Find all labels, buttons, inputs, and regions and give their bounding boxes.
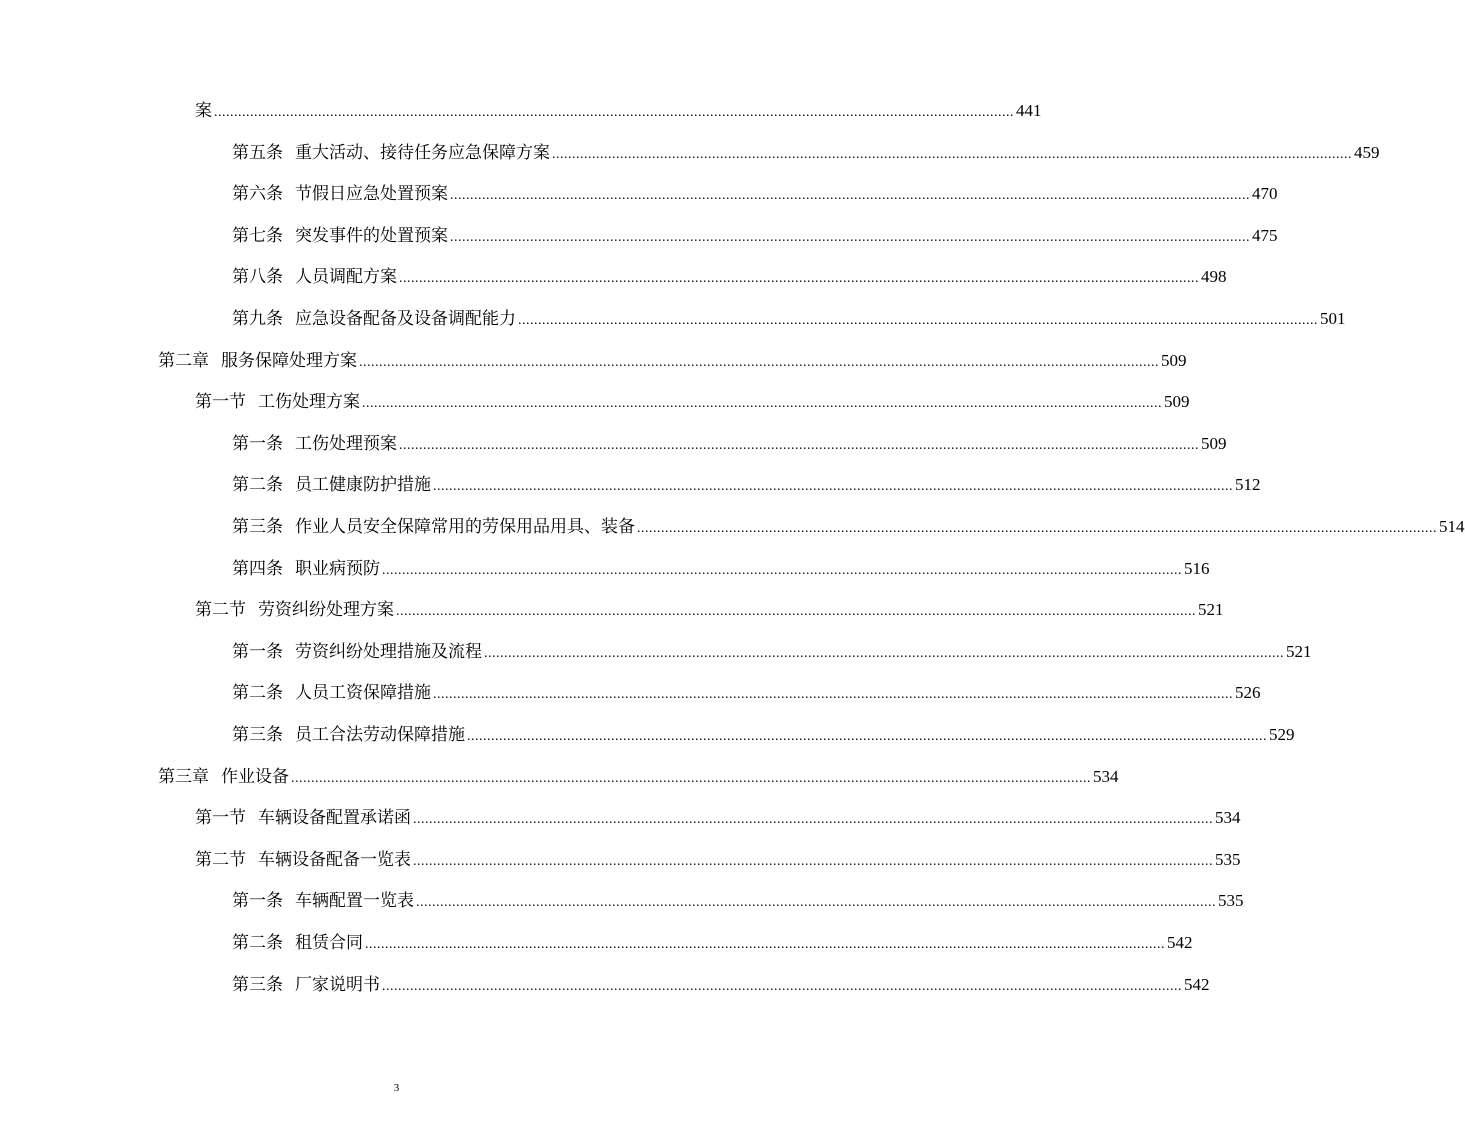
toc-entry-label [232,181,448,207]
toc-entry-page: 514 [1439,517,1465,536]
toc-entry-number: 第四条 [232,559,283,579]
toc-entry[interactable] [232,972,1210,998]
toc-entry[interactable] [195,597,1224,623]
dot-leader: ........................................................................................................................................................................................................ [518,313,1318,328]
toc-entry-number: 第五条 [232,143,283,163]
toc-entry-page: 475 [1252,226,1278,245]
toc-entry-page: 516 [1184,559,1210,578]
toc-entry-label [158,764,289,790]
toc-entry-title: 重大活动、接待任务应急保障方案 [295,143,550,163]
toc-entry-page: 501 [1320,309,1346,328]
toc-entry-page: 521 [1198,600,1224,619]
toc-entry-number: 第二条 [232,933,283,953]
toc-entry[interactable] [232,264,1227,290]
toc-entry[interactable] [195,389,1190,415]
toc-entry[interactable] [232,930,1193,956]
toc-entry-page: 512 [1235,475,1261,494]
toc-entry[interactable] [195,98,1042,124]
toc-entry-label [232,472,431,498]
dot-leader: ........................................................................................................................................................................................................ [484,646,1284,661]
dot-leader: ........................................................................................................................................................................................................ [291,771,1091,786]
toc-entry-label [158,348,357,374]
toc-entry-title: 车辆设备配置承诺函 [258,808,411,828]
dot-leader: ........................................................................................................................................................................................................ [433,479,1233,494]
toc-entry-title: 厂家说明书 [295,975,380,995]
toc-entry-title: 劳资纠纷处理措施及流程 [295,642,482,662]
toc-entry-page: 529 [1269,725,1295,744]
toc-entry-number: 第三章 [158,767,209,787]
toc-entry-page: 542 [1184,975,1210,994]
dot-leader: ........................................................................................................................................................................................................ [413,812,1213,827]
toc-entry-title: 员工健康防护措施 [295,475,431,495]
toc-entry-page: 535 [1218,891,1244,910]
toc-entry-page: 509 [1164,392,1190,411]
toc-entry-label [232,722,465,748]
toc-entry-label [232,888,414,914]
toc-entry-page: 534 [1093,767,1119,786]
toc-entry-label [232,140,550,166]
toc-entry-page: 509 [1161,351,1187,370]
toc-entry-number: 第七条 [232,226,283,246]
toc-entry[interactable] [195,847,1241,873]
toc-entry-title: 车辆配置一览表 [295,891,414,911]
toc-entry-label [232,680,431,706]
toc-entry-page: 521 [1286,642,1312,661]
toc-entry-label [232,556,380,582]
toc-entry[interactable] [232,722,1295,748]
dot-leader: ........................................................................................................................................................................................................ [637,521,1437,536]
toc-entry-number: 第一条 [232,891,283,911]
toc-entry-page: 509 [1201,434,1227,453]
toc-entry[interactable] [232,140,1380,166]
toc-entry-title: 人员工资保障措施 [295,683,431,703]
toc-entry[interactable] [232,680,1261,706]
toc-entry-label [232,639,482,665]
toc-entry-title: 车辆设备配备一览表 [258,850,411,870]
toc-entry-number: 第二章 [158,351,209,371]
toc-entry-label [232,972,380,998]
toc-entry-number: 第二节 [195,850,246,870]
dot-leader: ........................................................................................................................................................................................................ [362,396,1162,411]
toc-entry-page: 526 [1235,683,1261,702]
toc-entry-page: 470 [1252,184,1278,203]
toc-entry-label [232,223,448,249]
toc-entry-label [195,98,212,124]
toc-entry-number: 第二条 [232,683,283,703]
toc-entry-number: 第三条 [232,725,283,745]
dot-leader: ........................................................................................................................................................................................................ [359,355,1159,370]
toc-entry-label [195,847,411,873]
dot-leader: ........................................................................................................................................................................................................ [382,563,1182,578]
toc-entry[interactable] [232,639,1312,665]
toc-entry-title: 租赁合同 [295,933,363,953]
toc-entry-label [195,805,411,831]
toc-entry-number: 第一条 [232,434,283,454]
dot-leader: ........................................................................................................................................................................................................ [399,438,1199,453]
toc-entry-number: 第三条 [232,975,283,995]
toc-entry[interactable] [232,431,1227,457]
toc-entry[interactable] [232,472,1261,498]
toc-entry-title: 案 [195,101,212,121]
toc-entry[interactable] [158,764,1119,790]
dot-leader: ........................................................................................................................................................................................................ [365,937,1165,952]
toc-entry[interactable] [232,181,1278,207]
toc-entry-title: 工伤处理方案 [258,392,360,412]
toc-entry-page: 498 [1201,267,1227,286]
toc-entry-title: 劳资纠纷处理方案 [258,600,394,620]
page-number: 3 [393,1082,400,1094]
toc-entry-label [232,306,516,332]
toc-entry-page: 542 [1167,933,1193,952]
toc-entry-page: 535 [1215,850,1241,869]
dot-leader: ........................................................................................................................................................................................................ [450,230,1250,245]
toc-entry-number: 第六条 [232,184,283,204]
dot-leader: ........................................................................................................................................................................................................ [433,687,1233,702]
toc-entry-number: 第三条 [232,517,283,537]
toc-entry-title: 职业病预防 [295,559,380,579]
toc-entry-title: 节假日应急处置预案 [295,184,448,204]
dot-leader: ........................................................................................................................................................................................................ [214,105,1014,120]
toc-entry-number: 第二节 [195,600,246,620]
toc-entry-label [195,597,394,623]
dot-leader: ........................................................................................................................................................................................................ [450,188,1250,203]
dot-leader: ........................................................................................................................................................................................................ [382,979,1182,994]
toc-entry-page: 459 [1354,143,1380,162]
toc-entry-label [232,264,397,290]
toc-entry-label [232,514,635,540]
toc-entry-number: 第一节 [195,808,246,828]
toc-entry-title: 作业设备 [221,767,289,787]
dot-leader: ........................................................................................................................................................................................................ [467,729,1267,744]
toc-entry-number: 第一条 [232,642,283,662]
toc-entry-number: 第八条 [232,267,283,287]
dot-leader: ........................................................................................................................................................................................................ [416,895,1216,910]
toc-entry-title: 员工合法劳动保障措施 [295,725,465,745]
toc-entry-number: 第九条 [232,309,283,329]
toc-entry[interactable] [195,805,1241,831]
toc-entry-label [195,389,360,415]
dot-leader: ........................................................................................................................................................................................................ [396,604,1196,619]
toc-entry[interactable] [232,514,1465,540]
toc-entry-number: 第一节 [195,392,246,412]
toc-entry[interactable] [158,348,1187,374]
toc-entry-title: 工伤处理预案 [295,434,397,454]
toc-entry-number: 第二条 [232,475,283,495]
toc-entry[interactable] [232,888,1244,914]
toc-entry-page: 441 [1016,101,1042,120]
toc-entry-title: 人员调配方案 [295,267,397,287]
dot-leader: ........................................................................................................................................................................................................ [399,271,1199,286]
toc-entry-title: 服务保障处理方案 [221,351,357,371]
toc-entry-title: 应急设备配备及设备调配能力 [295,309,516,329]
toc-entry-title: 作业人员安全保障常用的劳保用品用具、装备 [295,517,635,537]
toc-entry[interactable] [232,556,1210,582]
toc-entry-label [232,930,363,956]
dot-leader: ........................................................................................................................................................................................................ [413,854,1213,869]
toc-entry-label [232,431,397,457]
toc-entry-title: 突发事件的处置预案 [295,226,448,246]
dot-leader: ........................................................................................................................................................................................................ [552,147,1352,162]
toc-entry-page: 534 [1215,808,1241,827]
toc-entry[interactable] [232,306,1346,332]
toc-entry[interactable] [232,223,1278,249]
